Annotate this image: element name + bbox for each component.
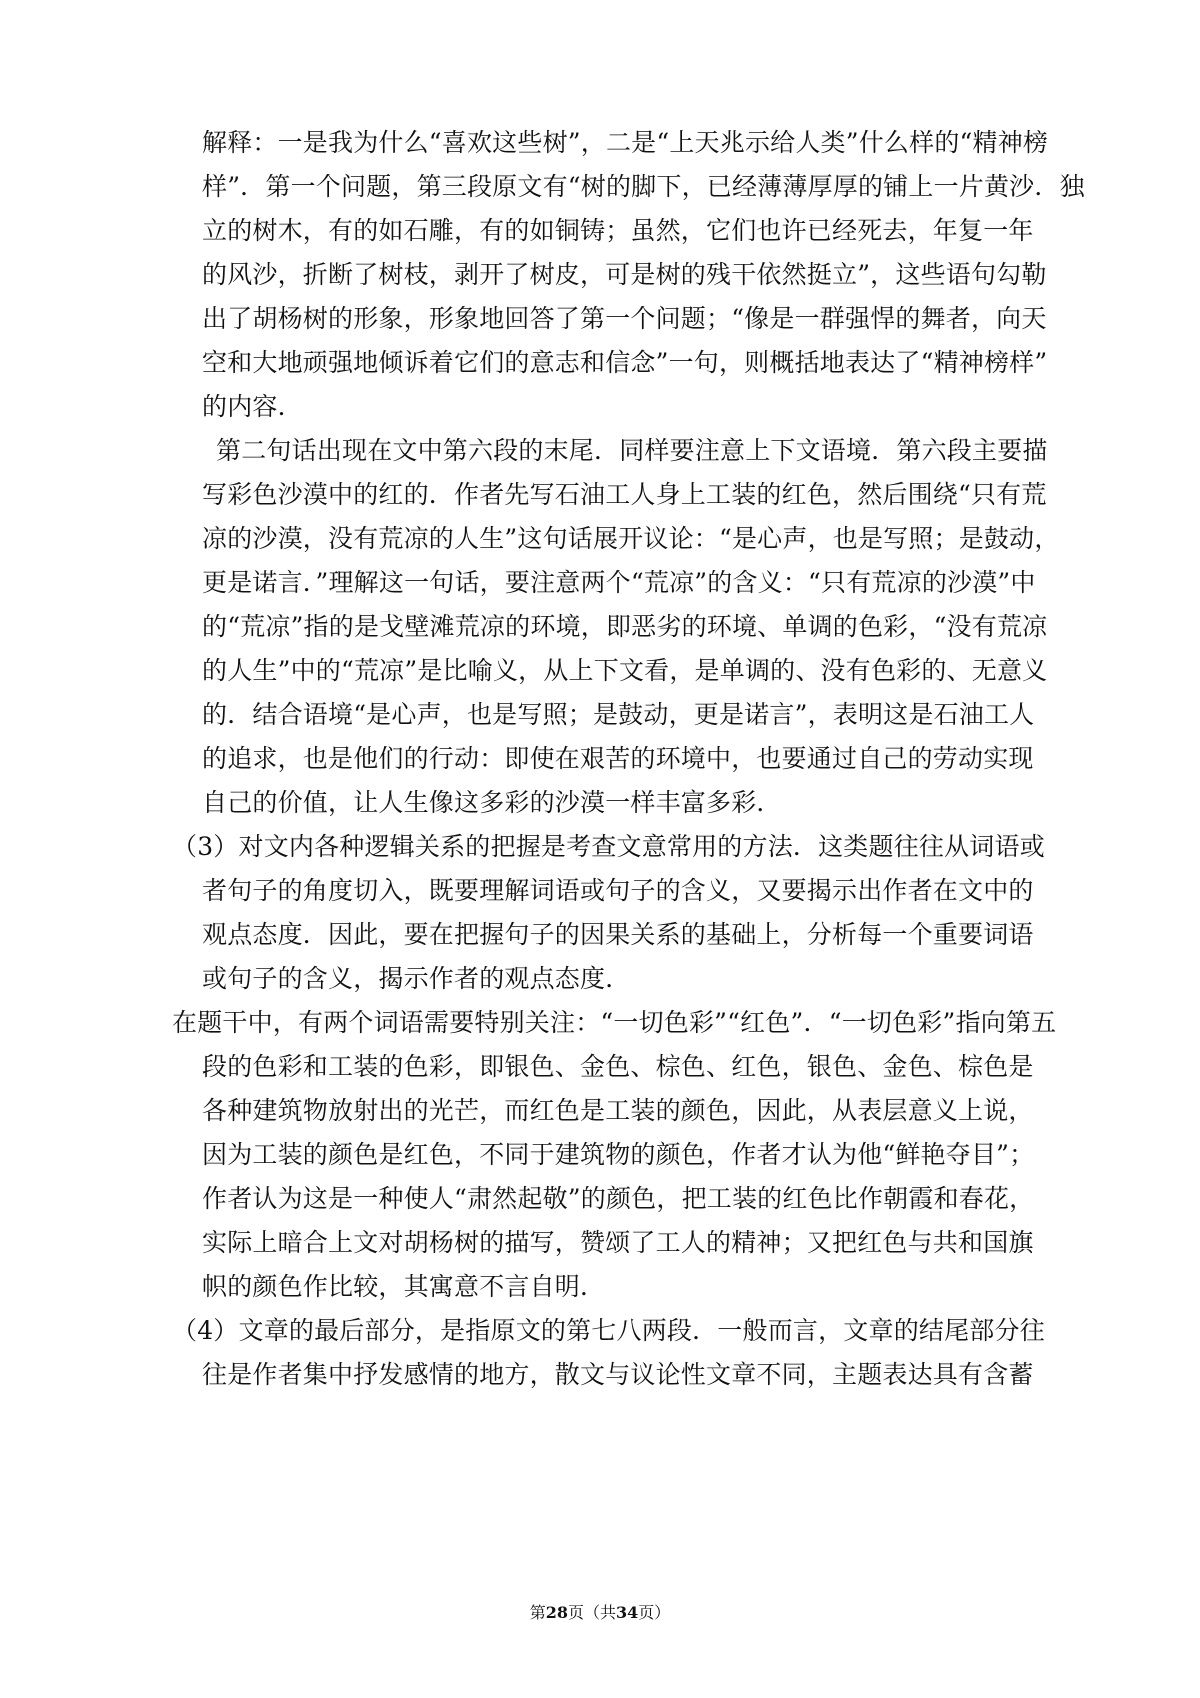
text-line: 或句子的含义，揭示作者的观点态度．	[202, 964, 631, 993]
text-line: 各种建筑物放射出的光芒，而红色是工装的颜色，因此，从表层意义上说，	[202, 1096, 1034, 1125]
text-line: 往是作者集中抒发感情的地方，散文与议论性文章不同，主题表达具有含蓄	[202, 1360, 1034, 1389]
text-line: 解释：一是我为什么“喜欢这些树”，二是“上天兆示给人类”什么样的“精神榜	[202, 128, 1049, 157]
text-line: 实际上暗合上文对胡杨树的描写，赞颂了工人的精神；又把红色与共和国旗	[202, 1228, 1034, 1257]
current-page-number: 28	[545, 1603, 568, 1622]
text-line: （4）文章的最后部分，是指原文的第七八两段．一般而言，文章的结尾部分往	[172, 1316, 1045, 1345]
text-line: 的“荒凉”指的是戈壁滩荒凉的环境，即恶劣的环境、单调的色彩，“没有荒凉	[202, 612, 1048, 641]
text-line: 作者认为这是一种使人“肃然起敬”的颜色，把工装的红色比作朝霞和春花，	[202, 1184, 1035, 1213]
text-line: 出了胡杨树的形象，形象地回答了第一个问题；“像是一群强悍的舞者，向天	[202, 304, 1047, 333]
text-line: 第二句话出现在文中第六段的末尾．同样要注意上下文语境．第六段主要描	[216, 436, 1048, 465]
text-line: 段的色彩和工装的色彩，即银色、金色、棕色、红色，银色、金色、棕色是	[202, 1052, 1034, 1081]
text-line: 的人生”中的“荒凉”是比喻义，从上下文看，是单调的、没有色彩的、无意义	[202, 656, 1048, 685]
page-suffix: 页）	[638, 1603, 671, 1622]
page-footer	[0, 1602, 1200, 1624]
text-line: 自己的价值，让人生像这多彩的沙漠一样丰富多彩．	[202, 788, 782, 817]
text-line: 的风沙，折断了树枝，剥开了树皮，可是树的残干依然挺立”，这些语句勾勒	[202, 260, 1047, 289]
text-line: （3）对文内各种逻辑关系的把握是考查文意常用的方法．这类题往往从词语或	[172, 832, 1045, 861]
text-line: 因为工装的颜色是红色，不同于建筑物的颜色，作者才认为他“鲜艳夺目”；	[202, 1140, 1035, 1169]
text-line: 观点态度．因此，要在把握句子的因果关系的基础上，分析每一个重要词语	[202, 920, 1034, 949]
text-line: 者句子的角度切入，既要理解词语或句子的含义，又要揭示出作者在文中的	[202, 876, 1034, 905]
text-line: 在题干中，有两个词语需要特别关注：“一切色彩”“红色”．“一切色彩”指向第五	[172, 1008, 1057, 1037]
text-line: 的追求，也是他们的行动：即使在艰苦的环境中，也要通过自己的劳动实现	[202, 744, 1034, 773]
total-pages: 34	[616, 1603, 639, 1622]
text-line: 样”．第一个问题，第三段原文有“树的脚下，已经薄薄厚厚的铺上一片黄沙．独	[202, 172, 1085, 201]
text-line: 更是诺言．”理解这一句话，要注意两个“荒凉”的含义：“只有荒凉的沙漠”中	[202, 568, 1036, 597]
page-middle: 页（共	[567, 1603, 616, 1622]
text-line: 的．结合语境“是心声，也是写照；是鼓动，更是诺言”，表明这是石油工人	[202, 700, 1035, 729]
text-line: 的内容．	[202, 392, 303, 421]
text-line: 凉的沙漠，没有荒凉的人生”这句话展开议论：“是心声，也是写照；是鼓动，	[202, 524, 1060, 553]
text-line: 写彩色沙漠中的红的．作者先写石油工人身上工装的红色，然后围绕“只有荒	[202, 480, 1047, 509]
text-line: 立的树木，有的如石雕，有的如铜铸；虽然，它们也许已经死去，年复一年	[202, 216, 1034, 245]
text-line: 帜的颜色作比较，其寓意不言自明．	[202, 1272, 606, 1301]
text-line: 空和大地顽强地倾诉着它们的意志和信念”一句，则概括地表达了“精神榜样”	[202, 348, 1048, 377]
page-prefix: 第	[529, 1603, 546, 1622]
